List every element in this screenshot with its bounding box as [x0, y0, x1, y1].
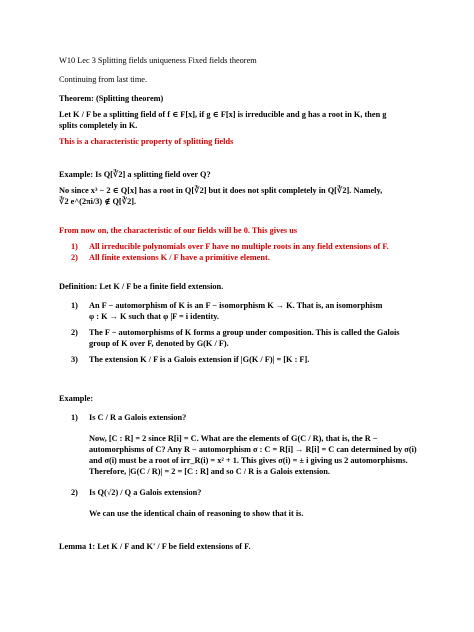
list-item	[71, 300, 419, 322]
lemma-heading: Lemma 1: Let K / F and K' / F be field extensions of F.	[59, 542, 251, 551]
list-number: 1)	[71, 242, 78, 251]
list-text: Is C / R a Galois extension?	[89, 413, 187, 422]
theorem-text-line2: splits completely in K.	[59, 121, 138, 130]
example2-heading: Example:	[59, 394, 94, 403]
list-item	[71, 487, 419, 498]
example1-heading: Example: Is Q[∛2] a splitting field over Q?	[59, 170, 211, 179]
characteristic-note: This is a characteristic property of splitting fields	[59, 137, 234, 146]
theorem-text-line1: Let K / F be a splitting field of f ∈ F[x], if g ∈ F[x] is irreducible and g has a root in K, then g	[59, 110, 387, 119]
list-item	[71, 354, 419, 365]
list-number: 1)	[71, 413, 78, 422]
list-text: Is Q(√2) / Q a Galois extension?	[89, 488, 202, 497]
list-number: 2)	[71, 328, 78, 337]
example2-answer	[59, 433, 419, 477]
answer-line: Now, [C : R] = 2 since R[i] = C. What are the elements of G(C / R), that is, the R −	[89, 434, 378, 443]
list-number: 3)	[71, 355, 78, 364]
list-text: All irreducible polynomials over F have no multiple roots in any field extensions of F.	[89, 242, 389, 251]
list-number: 1)	[71, 301, 78, 310]
list-item	[71, 252, 419, 263]
continuing-text: Continuing from last time.	[59, 75, 148, 84]
list-number: 2)	[71, 253, 78, 262]
definition-heading: Definition: Let K / F be a finite field extension.	[59, 282, 224, 291]
char-zero-list	[59, 241, 419, 263]
list-text-cont: φ : K → K such that φ |F = i identity.	[89, 312, 219, 321]
list-item	[71, 412, 419, 423]
list-number: 2)	[71, 488, 78, 497]
list-text: The extension K / F is a Galois extension if |G(K / F)| = [K : F].	[89, 355, 310, 364]
page-title: W10 Lec 3 Splitting fields uniqueness Fixed fields theorem	[59, 56, 257, 65]
example1-text-line2: ∛2 e^(2πi/3) ∉ Q[∛2].	[59, 197, 137, 206]
definition-list	[59, 300, 419, 365]
answer-line: Therefore, |G(C / R)| = 2 = [C : R] and so C / R is a Galois extension.	[89, 467, 330, 476]
list-item	[71, 241, 419, 252]
example1-text-line1: No since x³ − 2 ∈ Q[x] has a root in Q[∛2] but it does not split completely in Q[∛2]. Namely,	[59, 186, 383, 195]
list-text: The F − automorphisms of K forms a group under composition. This is called the Galois	[89, 328, 400, 337]
list-item	[71, 327, 419, 349]
char-zero-note: From now on, the characteristic of our fields will be 0. This gives us	[59, 226, 298, 235]
lecture-notes	[59, 55, 419, 552]
theorem-heading: Theorem: (Splitting theorem)	[59, 94, 164, 103]
example2-q2-answer: We can use the identical chain of reasoning to show that it is.	[89, 509, 304, 518]
list-text: All finite extensions K / F have a primitive element.	[89, 253, 270, 262]
answer-line: and σ(i) must be a root of irr_R(i) = x² + 1. This gives σ(i) = ± i giving us 2 automorphisms.	[89, 456, 408, 465]
answer-line: automorphisms of C? Any R − automorphism σ : C = R[i] → R[i] = C can determined by σ(i)	[89, 445, 417, 454]
list-text-cont: group of K over F, denoted by G(K / F).	[89, 339, 229, 348]
list-text: An F − automorphism of K is an F − isomorphism K → K. That is, an isomorphism	[89, 301, 383, 310]
